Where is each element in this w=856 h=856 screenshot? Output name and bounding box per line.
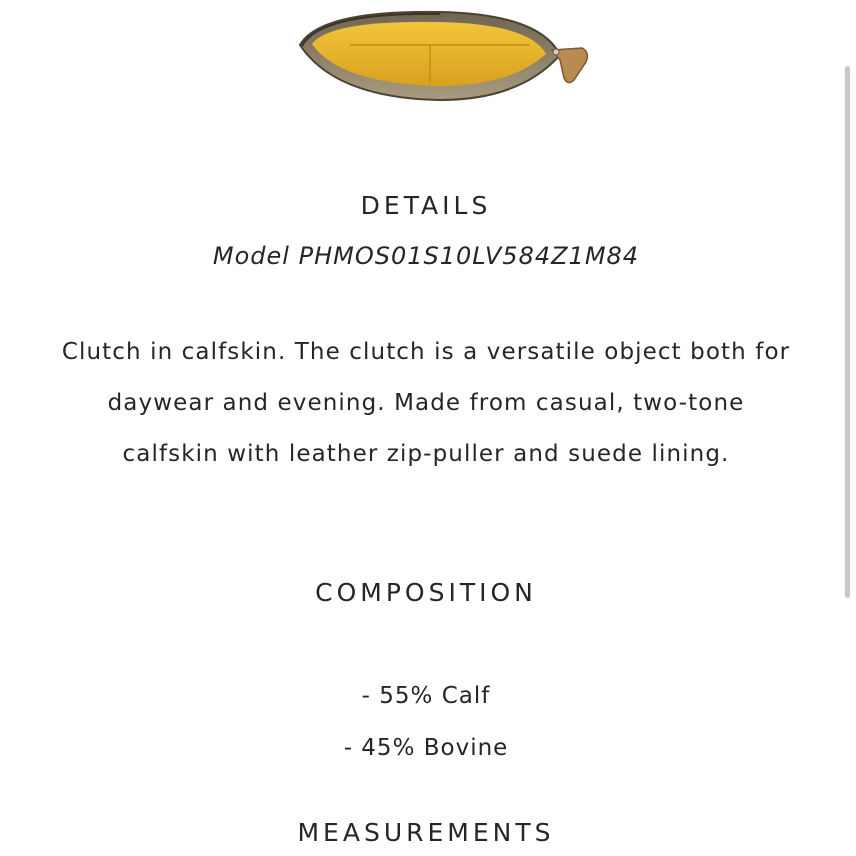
details-heading: DETAILS [360, 191, 492, 220]
product-image [290, 0, 600, 110]
model-number: Model PHMOS01S10LV584Z1M84 [212, 242, 640, 270]
composition-item: - 55% Calf [361, 683, 491, 709]
measurements-heading: MEASUREMENTS [297, 818, 555, 847]
product-description: Clutch in calfskin. The clutch is a versatile object both for daywear and evening. Made from casual, two-tone calfskin with leather zip-puller and suede lining. [61, 339, 791, 467]
clutch-bag-icon [290, 0, 600, 110]
composition-list [0, 670, 852, 774]
composition-heading: COMPOSITION [315, 578, 537, 607]
composition-item: - 45% Bovine [343, 735, 509, 761]
scrollbar-thumb[interactable] [845, 66, 850, 598]
